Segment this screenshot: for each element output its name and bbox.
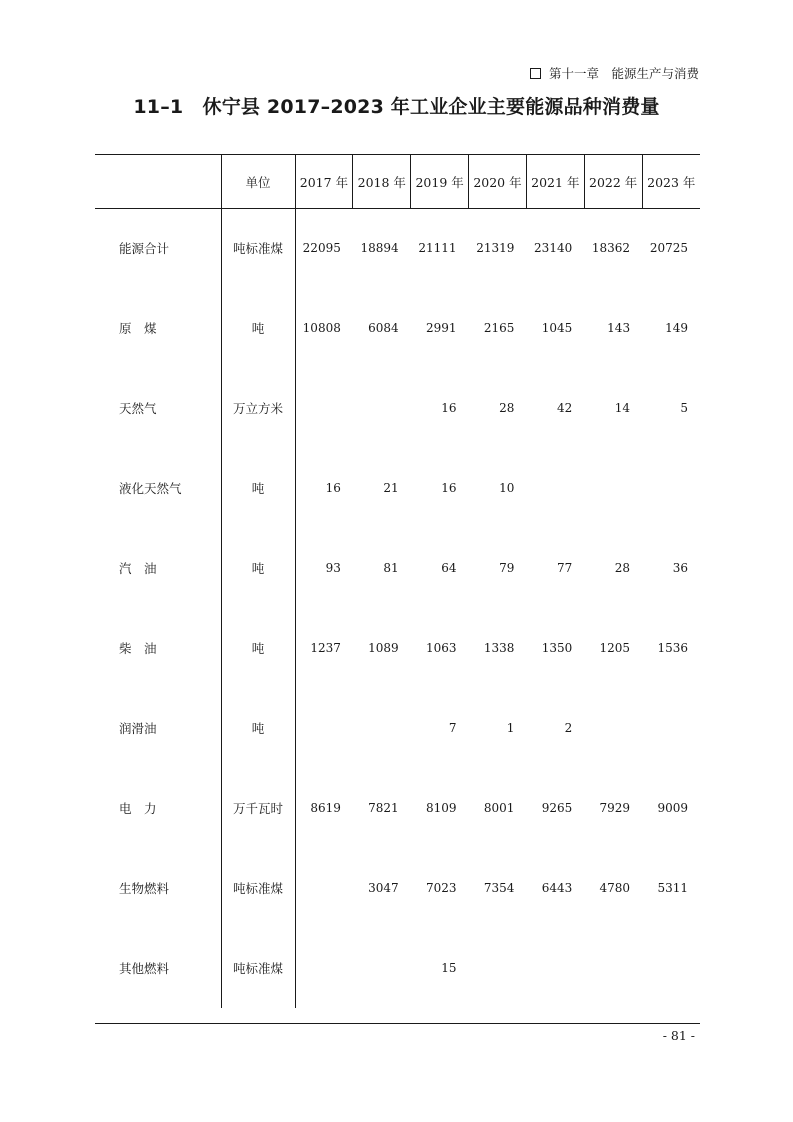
row-value: 7821 [368, 801, 399, 815]
chapter-label: 第十一章 能源生产与消费 [548, 66, 699, 81]
header-year: 2020 年 [469, 155, 527, 208]
row-unit: 吨 [221, 448, 295, 528]
row-value: 93 [295, 528, 353, 608]
row-value: 1 [506, 721, 515, 735]
table-row [95, 448, 700, 528]
row-unit: 万立方米 [221, 368, 295, 448]
table-bottom-rule [95, 1023, 700, 1024]
row-value: 77 [556, 561, 573, 575]
row-value [353, 928, 411, 1008]
table-row [95, 688, 700, 768]
row-value: 28 [499, 401, 515, 415]
row-value [526, 928, 584, 1008]
row-value: 143 [607, 321, 631, 335]
row-item-name: 原 煤 [119, 321, 157, 336]
table-row [95, 288, 700, 368]
energy-consumption-table [95, 155, 700, 1008]
row-value: 36 [672, 561, 688, 575]
row-value: 79 [499, 561, 515, 575]
row-value [526, 448, 584, 528]
row-value [469, 928, 527, 1008]
row-value: 28 [614, 561, 631, 575]
row-value: 5 [680, 401, 688, 415]
row-value: 14 [614, 401, 631, 415]
row-value: 1089 [368, 641, 399, 655]
row-value [353, 368, 411, 448]
header-year: 2019 年 [411, 155, 469, 208]
row-item-name: 天然气 [119, 401, 157, 416]
row-value: 9009 [657, 801, 688, 815]
table-header-row [95, 155, 700, 208]
row-value: 15 [441, 961, 457, 975]
row-value: 2 [564, 721, 573, 735]
table-row [95, 528, 700, 608]
row-item-name: 其他燃料 [119, 961, 170, 976]
row-value: 7354 [483, 881, 515, 895]
table-row [95, 608, 700, 688]
row-value: 18362 [591, 241, 631, 255]
row-unit: 吨 [221, 528, 295, 608]
row-value [642, 448, 700, 528]
row-value [584, 688, 642, 768]
header-year: 2023 年 [642, 155, 700, 208]
row-value: 149 [665, 321, 688, 335]
row-value: 21 [383, 481, 399, 495]
row-value: 81 [383, 561, 399, 575]
row-value: 10 [499, 481, 515, 495]
row-value: 7929 [599, 801, 631, 815]
table-row [95, 848, 700, 928]
row-value: 1350 [541, 641, 573, 655]
row-unit: 吨 [221, 688, 295, 768]
row-value [584, 928, 642, 1008]
row-value: 1338 [483, 641, 515, 655]
header-year: 2021 年 [526, 155, 584, 208]
page-number: - 81 - [662, 1028, 695, 1043]
row-value [295, 928, 353, 1008]
row-value [295, 368, 353, 448]
row-unit: 吨标准煤 [221, 208, 295, 288]
header-year: 2017 年 [295, 155, 353, 208]
row-item-name: 液化天然气 [119, 481, 182, 496]
row-value: 1045 [541, 321, 573, 335]
table-row [95, 928, 700, 1008]
row-value [295, 688, 353, 768]
row-value: 2165 [483, 321, 515, 335]
row-item-name: 生物燃料 [119, 881, 170, 896]
row-item-name: 能源合计 [119, 241, 170, 256]
header-unit: 单位 [221, 155, 295, 208]
row-value: 16 [441, 481, 457, 495]
row-value: 21319 [476, 241, 515, 255]
table-row [95, 368, 700, 448]
row-value: 6443 [541, 881, 573, 895]
header-year: 2022 年 [584, 155, 642, 208]
row-value: 7 [448, 721, 457, 735]
row-value: 16 [441, 401, 457, 415]
row-value: 1063 [426, 641, 457, 655]
row-item-name: 润滑油 [119, 721, 157, 736]
row-unit: 万千瓦时 [221, 768, 295, 848]
row-value: 1536 [657, 641, 688, 655]
row-value [642, 928, 700, 1008]
table-row [95, 208, 700, 288]
row-value: 18894 [360, 241, 399, 255]
row-value: 22095 [295, 208, 353, 288]
row-value [642, 688, 700, 768]
row-value: 1205 [599, 641, 631, 655]
header-item [95, 155, 221, 208]
row-value: 8109 [426, 801, 457, 815]
row-value: 7023 [426, 881, 457, 895]
row-value [353, 688, 411, 768]
row-unit: 吨标准煤 [221, 928, 295, 1008]
page-title: 11–1 休宁县 2017–2023 年工业企业主要能源品种消费量 [133, 96, 660, 118]
row-unit: 吨标准煤 [221, 848, 295, 928]
table-row [95, 768, 700, 848]
row-value: 9265 [541, 801, 573, 815]
row-unit: 吨 [221, 608, 295, 688]
row-item-name: 电 力 [119, 801, 157, 816]
row-value: 10808 [295, 288, 353, 368]
row-value [295, 848, 353, 928]
row-value: 16 [295, 448, 353, 528]
row-value: 42 [556, 401, 573, 415]
row-value: 64 [441, 561, 457, 575]
chapter-header [530, 64, 699, 82]
row-value: 6084 [368, 321, 399, 335]
row-value [584, 448, 642, 528]
row-value: 8001 [483, 801, 515, 815]
row-value: 23140 [534, 241, 573, 255]
row-value: 1237 [295, 608, 353, 688]
header-year: 2018 年 [353, 155, 411, 208]
row-value: 5311 [657, 881, 688, 895]
row-value: 3047 [368, 881, 399, 895]
square-icon [530, 68, 541, 79]
row-value: 21111 [418, 241, 457, 255]
row-value: 20725 [649, 241, 688, 255]
row-item-name: 汽 油 [119, 561, 157, 576]
row-value: 4780 [599, 881, 631, 895]
row-unit: 吨 [221, 288, 295, 368]
row-item-name: 柴 油 [119, 641, 157, 656]
row-value: 2991 [426, 321, 457, 335]
row-value: 8619 [295, 768, 353, 848]
